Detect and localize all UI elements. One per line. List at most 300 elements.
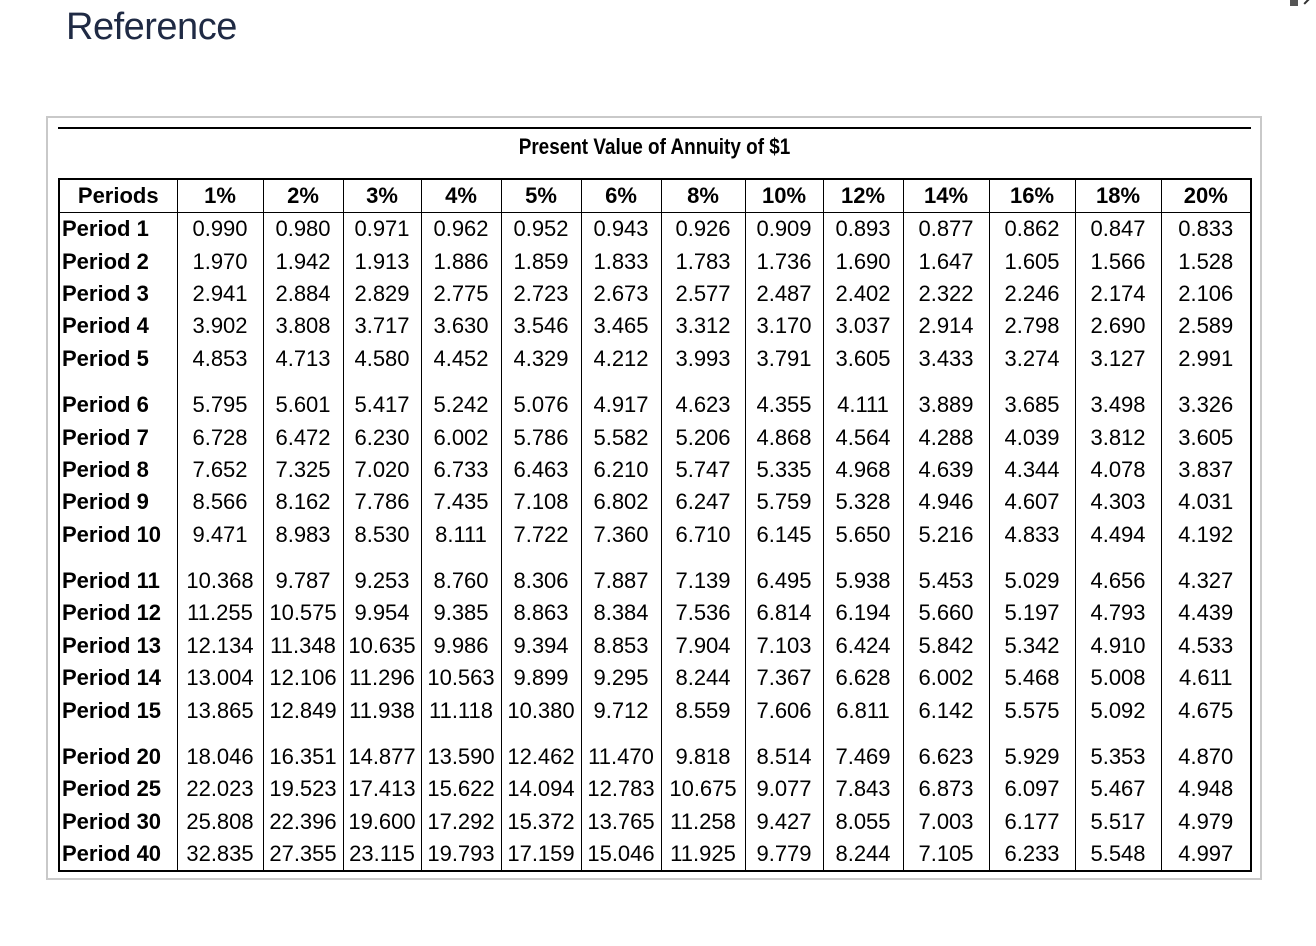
factor-cell: 2.884 bbox=[263, 278, 343, 310]
factor-cell: 6.623 bbox=[903, 741, 989, 773]
period-label: Period 40 bbox=[59, 838, 177, 871]
factor-cell: 5.650 bbox=[823, 519, 903, 551]
factor-cell: 22.023 bbox=[177, 773, 263, 805]
factor-cell: 17.292 bbox=[421, 806, 501, 838]
period-label: Period 25 bbox=[59, 773, 177, 805]
factor-cell: 4.946 bbox=[903, 486, 989, 518]
factor-cell: 3.312 bbox=[661, 310, 745, 342]
period-label: Period 4 bbox=[59, 310, 177, 342]
factor-cell: 6.811 bbox=[823, 694, 903, 726]
factor-cell: 7.360 bbox=[581, 519, 661, 551]
table-row bbox=[59, 741, 1251, 773]
factor-cell: 5.929 bbox=[989, 741, 1075, 773]
column-header-rate: 6% bbox=[581, 179, 661, 213]
spacer-cell bbox=[177, 727, 263, 741]
factor-cell: 0.971 bbox=[343, 213, 421, 246]
factor-cell: 5.335 bbox=[745, 454, 823, 486]
factor-cell: 3.037 bbox=[823, 310, 903, 342]
factor-cell: 19.793 bbox=[421, 838, 501, 871]
spacer-cell bbox=[745, 727, 823, 741]
factor-cell: 4.078 bbox=[1075, 454, 1161, 486]
period-label: Period 12 bbox=[59, 597, 177, 629]
factor-cell: 4.868 bbox=[745, 421, 823, 453]
factor-cell: 1.690 bbox=[823, 245, 903, 277]
close-icon[interactable] bbox=[1290, 0, 1316, 14]
spacer-cell bbox=[903, 551, 989, 565]
spacer-cell bbox=[59, 551, 177, 565]
spacer-cell bbox=[343, 375, 421, 389]
factor-cell: 7.367 bbox=[745, 662, 823, 694]
factor-cell: 1.605 bbox=[989, 245, 1075, 277]
factor-cell: 5.786 bbox=[501, 421, 581, 453]
factor-cell: 11.938 bbox=[343, 694, 421, 726]
spacer-cell bbox=[421, 375, 501, 389]
factor-cell: 0.862 bbox=[989, 213, 1075, 246]
factor-cell: 10.635 bbox=[343, 630, 421, 662]
factor-cell: 5.206 bbox=[661, 421, 745, 453]
factor-cell: 2.322 bbox=[903, 278, 989, 310]
factor-cell: 6.233 bbox=[989, 838, 1075, 871]
factor-cell: 4.039 bbox=[989, 421, 1075, 453]
factor-cell: 4.853 bbox=[177, 343, 263, 375]
factor-cell: 2.723 bbox=[501, 278, 581, 310]
factor-cell: 0.943 bbox=[581, 213, 661, 246]
factor-cell: 7.606 bbox=[745, 694, 823, 726]
period-label: Period 14 bbox=[59, 662, 177, 694]
table-row bbox=[59, 421, 1251, 453]
factor-cell: 1.886 bbox=[421, 245, 501, 277]
factor-cell: 4.917 bbox=[581, 389, 661, 421]
factor-cell: 27.355 bbox=[263, 838, 343, 871]
spacer-cell bbox=[501, 551, 581, 565]
spacer-cell bbox=[421, 551, 501, 565]
factor-cell: 4.533 bbox=[1161, 630, 1251, 662]
factor-cell: 15.046 bbox=[581, 838, 661, 871]
factor-cell: 4.607 bbox=[989, 486, 1075, 518]
period-label: Period 2 bbox=[59, 245, 177, 277]
factor-cell: 1.736 bbox=[745, 245, 823, 277]
table-row bbox=[59, 597, 1251, 629]
factor-cell: 8.853 bbox=[581, 630, 661, 662]
factor-cell: 4.192 bbox=[1161, 519, 1251, 551]
factor-cell: 7.139 bbox=[661, 565, 745, 597]
factor-cell: 19.523 bbox=[263, 773, 343, 805]
factor-cell: 2.991 bbox=[1161, 343, 1251, 375]
close-icon-bar bbox=[1290, 0, 1298, 6]
factor-cell: 8.306 bbox=[501, 565, 581, 597]
factor-cell: 4.212 bbox=[581, 343, 661, 375]
factor-cell: 3.630 bbox=[421, 310, 501, 342]
spacer-cell bbox=[581, 727, 661, 741]
factor-cell: 6.802 bbox=[581, 486, 661, 518]
factor-cell: 19.600 bbox=[343, 806, 421, 838]
factor-cell: 9.295 bbox=[581, 662, 661, 694]
column-header-periods: Periods bbox=[59, 179, 177, 213]
spacer-cell bbox=[263, 551, 343, 565]
spacer-cell bbox=[661, 551, 745, 565]
factor-cell: 6.628 bbox=[823, 662, 903, 694]
factor-cell: 9.077 bbox=[745, 773, 823, 805]
factor-cell: 3.993 bbox=[661, 343, 745, 375]
factor-cell: 0.980 bbox=[263, 213, 343, 246]
factor-cell: 12.849 bbox=[263, 694, 343, 726]
factor-cell: 4.623 bbox=[661, 389, 745, 421]
factor-cell: 8.384 bbox=[581, 597, 661, 629]
factor-cell: 2.246 bbox=[989, 278, 1075, 310]
spacer-cell bbox=[1075, 375, 1161, 389]
spacer-cell bbox=[177, 375, 263, 389]
factor-cell: 1.566 bbox=[1075, 245, 1161, 277]
spacer-cell bbox=[903, 375, 989, 389]
column-header-rate: 4% bbox=[421, 179, 501, 213]
factor-cell: 2.577 bbox=[661, 278, 745, 310]
period-label: Period 20 bbox=[59, 741, 177, 773]
factor-cell: 7.003 bbox=[903, 806, 989, 838]
spacer-cell bbox=[263, 727, 343, 741]
factor-cell: 9.385 bbox=[421, 597, 501, 629]
factor-cell: 4.979 bbox=[1161, 806, 1251, 838]
factor-cell: 2.589 bbox=[1161, 310, 1251, 342]
factor-cell: 8.162 bbox=[263, 486, 343, 518]
factor-cell: 10.563 bbox=[421, 662, 501, 694]
factor-cell: 3.605 bbox=[823, 343, 903, 375]
factor-cell: 3.465 bbox=[581, 310, 661, 342]
factor-cell: 3.127 bbox=[1075, 343, 1161, 375]
factor-cell: 9.818 bbox=[661, 741, 745, 773]
factor-cell: 13.590 bbox=[421, 741, 501, 773]
period-label: Period 7 bbox=[59, 421, 177, 453]
factor-cell: 5.008 bbox=[1075, 662, 1161, 694]
factor-cell: 11.118 bbox=[421, 694, 501, 726]
factor-cell: 5.938 bbox=[823, 565, 903, 597]
factor-cell: 6.463 bbox=[501, 454, 581, 486]
factor-cell: 9.787 bbox=[263, 565, 343, 597]
factor-cell: 2.487 bbox=[745, 278, 823, 310]
factor-cell: 4.833 bbox=[989, 519, 1075, 551]
factor-cell: 8.244 bbox=[661, 662, 745, 694]
factor-cell: 4.656 bbox=[1075, 565, 1161, 597]
column-header-rate: 12% bbox=[823, 179, 903, 213]
factor-cell: 2.174 bbox=[1075, 278, 1161, 310]
factor-cell: 14.094 bbox=[501, 773, 581, 805]
factor-cell: 11.255 bbox=[177, 597, 263, 629]
factor-cell: 6.145 bbox=[745, 519, 823, 551]
group-spacer bbox=[59, 551, 1251, 565]
factor-cell: 5.342 bbox=[989, 630, 1075, 662]
spacer-cell bbox=[989, 375, 1075, 389]
factor-cell: 4.580 bbox=[343, 343, 421, 375]
factor-cell: 7.105 bbox=[903, 838, 989, 871]
factor-cell: 7.904 bbox=[661, 630, 745, 662]
factor-cell: 4.439 bbox=[1161, 597, 1251, 629]
table-row bbox=[59, 519, 1251, 551]
factor-cell: 9.427 bbox=[745, 806, 823, 838]
factor-cell: 6.873 bbox=[903, 773, 989, 805]
spacer-cell bbox=[581, 551, 661, 565]
page-title: Reference bbox=[66, 6, 237, 48]
period-label: Period 11 bbox=[59, 565, 177, 597]
factor-cell: 6.230 bbox=[343, 421, 421, 453]
spacer-cell bbox=[501, 375, 581, 389]
spacer-cell bbox=[501, 727, 581, 741]
spacer-cell bbox=[823, 727, 903, 741]
column-header-rate: 3% bbox=[343, 179, 421, 213]
table-top-rule bbox=[58, 127, 1251, 129]
factor-cell: 9.253 bbox=[343, 565, 421, 597]
factor-cell: 4.639 bbox=[903, 454, 989, 486]
factor-cell: 2.402 bbox=[823, 278, 903, 310]
spacer-cell bbox=[177, 551, 263, 565]
factor-cell: 3.685 bbox=[989, 389, 1075, 421]
table-row bbox=[59, 389, 1251, 421]
table-row bbox=[59, 278, 1251, 310]
factor-cell: 5.029 bbox=[989, 565, 1075, 597]
factor-cell: 32.835 bbox=[177, 838, 263, 871]
group-spacer bbox=[59, 727, 1251, 741]
period-label: Period 6 bbox=[59, 389, 177, 421]
factor-cell: 6.710 bbox=[661, 519, 745, 551]
factor-cell: 7.435 bbox=[421, 486, 501, 518]
spacer-cell bbox=[1161, 551, 1251, 565]
factor-cell: 12.134 bbox=[177, 630, 263, 662]
factor-cell: 5.197 bbox=[989, 597, 1075, 629]
factor-cell: 5.417 bbox=[343, 389, 421, 421]
factor-cell: 6.728 bbox=[177, 421, 263, 453]
factor-cell: 5.328 bbox=[823, 486, 903, 518]
factor-cell: 0.909 bbox=[745, 213, 823, 246]
spacer-cell bbox=[989, 727, 1075, 741]
factor-cell: 7.887 bbox=[581, 565, 661, 597]
factor-cell: 8.514 bbox=[745, 741, 823, 773]
table-row bbox=[59, 838, 1251, 871]
factor-cell: 3.889 bbox=[903, 389, 989, 421]
column-header-rate: 5% bbox=[501, 179, 581, 213]
factor-cell: 0.833 bbox=[1161, 213, 1251, 246]
period-label: Period 5 bbox=[59, 343, 177, 375]
factor-cell: 4.948 bbox=[1161, 773, 1251, 805]
factor-cell: 9.899 bbox=[501, 662, 581, 694]
factor-cell: 9.779 bbox=[745, 838, 823, 871]
spacer-cell bbox=[745, 375, 823, 389]
period-label: Period 13 bbox=[59, 630, 177, 662]
factor-cell: 7.103 bbox=[745, 630, 823, 662]
factor-cell: 4.344 bbox=[989, 454, 1075, 486]
factor-cell: 8.760 bbox=[421, 565, 501, 597]
factor-cell: 2.673 bbox=[581, 278, 661, 310]
factor-cell: 6.210 bbox=[581, 454, 661, 486]
factor-cell: 0.962 bbox=[421, 213, 501, 246]
factor-cell: 13.004 bbox=[177, 662, 263, 694]
factor-cell: 8.111 bbox=[421, 519, 501, 551]
factor-cell: 3.546 bbox=[501, 310, 581, 342]
factor-cell: 8.863 bbox=[501, 597, 581, 629]
spacer-cell bbox=[661, 375, 745, 389]
factor-cell: 1.528 bbox=[1161, 245, 1251, 277]
column-header-rate: 2% bbox=[263, 179, 343, 213]
column-header-rate: 18% bbox=[1075, 179, 1161, 213]
period-label: Period 9 bbox=[59, 486, 177, 518]
factor-cell: 9.394 bbox=[501, 630, 581, 662]
column-header-rate: 8% bbox=[661, 179, 745, 213]
factor-cell: 4.355 bbox=[745, 389, 823, 421]
column-header-rate: 1% bbox=[177, 179, 263, 213]
factor-cell: 6.142 bbox=[903, 694, 989, 726]
factor-cell: 4.327 bbox=[1161, 565, 1251, 597]
factor-cell: 11.348 bbox=[263, 630, 343, 662]
factor-cell: 2.914 bbox=[903, 310, 989, 342]
factor-cell: 3.498 bbox=[1075, 389, 1161, 421]
factor-cell: 4.031 bbox=[1161, 486, 1251, 518]
factor-cell: 11.925 bbox=[661, 838, 745, 871]
factor-cell: 5.467 bbox=[1075, 773, 1161, 805]
factor-cell: 6.002 bbox=[903, 662, 989, 694]
period-label: Period 8 bbox=[59, 454, 177, 486]
factor-cell: 5.092 bbox=[1075, 694, 1161, 726]
factor-cell: 3.902 bbox=[177, 310, 263, 342]
table-row bbox=[59, 245, 1251, 277]
factor-cell: 1.783 bbox=[661, 245, 745, 277]
factor-cell: 5.076 bbox=[501, 389, 581, 421]
factor-cell: 4.713 bbox=[263, 343, 343, 375]
factor-cell: 0.926 bbox=[661, 213, 745, 246]
factor-cell: 8.244 bbox=[823, 838, 903, 871]
factor-cell: 4.452 bbox=[421, 343, 501, 375]
factor-cell: 7.325 bbox=[263, 454, 343, 486]
spacer-cell bbox=[343, 727, 421, 741]
factor-cell: 3.326 bbox=[1161, 389, 1251, 421]
factor-cell: 5.216 bbox=[903, 519, 989, 551]
factor-cell: 4.611 bbox=[1161, 662, 1251, 694]
factor-cell: 8.559 bbox=[661, 694, 745, 726]
factor-cell: 2.829 bbox=[343, 278, 421, 310]
spacer-cell bbox=[989, 551, 1075, 565]
factor-cell: 1.647 bbox=[903, 245, 989, 277]
factor-cell: 6.424 bbox=[823, 630, 903, 662]
factor-cell: 1.942 bbox=[263, 245, 343, 277]
factor-cell: 3.717 bbox=[343, 310, 421, 342]
factor-cell: 7.536 bbox=[661, 597, 745, 629]
factor-cell: 0.952 bbox=[501, 213, 581, 246]
spacer-cell bbox=[1161, 727, 1251, 741]
factor-cell: 5.582 bbox=[581, 421, 661, 453]
close-icon-stroke bbox=[1303, 0, 1315, 4]
factor-cell: 3.433 bbox=[903, 343, 989, 375]
factor-cell: 8.055 bbox=[823, 806, 903, 838]
factor-cell: 17.413 bbox=[343, 773, 421, 805]
factor-cell: 10.675 bbox=[661, 773, 745, 805]
factor-cell: 1.859 bbox=[501, 245, 581, 277]
factor-cell: 2.798 bbox=[989, 310, 1075, 342]
factor-cell: 4.494 bbox=[1075, 519, 1161, 551]
factor-cell: 15.372 bbox=[501, 806, 581, 838]
factor-cell: 4.870 bbox=[1161, 741, 1251, 773]
factor-cell: 6.472 bbox=[263, 421, 343, 453]
period-label: Period 3 bbox=[59, 278, 177, 310]
factor-cell: 4.329 bbox=[501, 343, 581, 375]
factor-cell: 4.793 bbox=[1075, 597, 1161, 629]
spacer-cell bbox=[581, 375, 661, 389]
factor-cell: 0.847 bbox=[1075, 213, 1161, 246]
spacer-cell bbox=[823, 375, 903, 389]
factor-cell: 1.833 bbox=[581, 245, 661, 277]
factor-cell: 2.775 bbox=[421, 278, 501, 310]
factor-cell: 15.622 bbox=[421, 773, 501, 805]
factor-cell: 10.368 bbox=[177, 565, 263, 597]
spacer-cell bbox=[1075, 727, 1161, 741]
factor-cell: 2.690 bbox=[1075, 310, 1161, 342]
table-body bbox=[59, 213, 1251, 872]
factor-cell: 5.242 bbox=[421, 389, 501, 421]
factor-cell: 4.303 bbox=[1075, 486, 1161, 518]
spacer-cell bbox=[263, 375, 343, 389]
column-header-rate: 14% bbox=[903, 179, 989, 213]
factor-cell: 5.468 bbox=[989, 662, 1075, 694]
factor-cell: 6.194 bbox=[823, 597, 903, 629]
present-value-table bbox=[58, 178, 1252, 872]
factor-cell: 5.747 bbox=[661, 454, 745, 486]
column-header-rate: 20% bbox=[1161, 179, 1251, 213]
factor-cell: 4.564 bbox=[823, 421, 903, 453]
factor-cell: 6.097 bbox=[989, 773, 1075, 805]
factor-cell: 13.765 bbox=[581, 806, 661, 838]
factor-cell: 8.530 bbox=[343, 519, 421, 551]
table-row bbox=[59, 630, 1251, 662]
factor-cell: 3.837 bbox=[1161, 454, 1251, 486]
factor-cell: 0.990 bbox=[177, 213, 263, 246]
spacer-cell bbox=[1075, 551, 1161, 565]
factor-cell: 2.941 bbox=[177, 278, 263, 310]
column-header-rate: 16% bbox=[989, 179, 1075, 213]
factor-cell: 9.712 bbox=[581, 694, 661, 726]
factor-cell: 5.759 bbox=[745, 486, 823, 518]
group-spacer bbox=[59, 375, 1251, 389]
factor-cell: 4.997 bbox=[1161, 838, 1251, 871]
factor-cell: 23.115 bbox=[343, 838, 421, 871]
table-row bbox=[59, 694, 1251, 726]
factor-cell: 3.274 bbox=[989, 343, 1075, 375]
table-row bbox=[59, 213, 1251, 246]
spacer-cell bbox=[1161, 375, 1251, 389]
factor-cell: 17.159 bbox=[501, 838, 581, 871]
factor-cell: 5.548 bbox=[1075, 838, 1161, 871]
factor-cell: 1.970 bbox=[177, 245, 263, 277]
factor-cell: 7.108 bbox=[501, 486, 581, 518]
period-label: Period 1 bbox=[59, 213, 177, 246]
factor-cell: 6.733 bbox=[421, 454, 501, 486]
table-row bbox=[59, 486, 1251, 518]
factor-cell: 1.913 bbox=[343, 245, 421, 277]
factor-cell: 12.783 bbox=[581, 773, 661, 805]
period-label: Period 30 bbox=[59, 806, 177, 838]
table-row bbox=[59, 773, 1251, 805]
spacer-cell bbox=[59, 727, 177, 741]
factor-cell: 6.495 bbox=[745, 565, 823, 597]
factor-cell: 25.808 bbox=[177, 806, 263, 838]
table-row bbox=[59, 662, 1251, 694]
factor-cell: 8.566 bbox=[177, 486, 263, 518]
factor-cell: 8.983 bbox=[263, 519, 343, 551]
factor-cell: 13.865 bbox=[177, 694, 263, 726]
factor-cell: 4.910 bbox=[1075, 630, 1161, 662]
factor-cell: 7.469 bbox=[823, 741, 903, 773]
factor-cell: 12.462 bbox=[501, 741, 581, 773]
factor-cell: 7.652 bbox=[177, 454, 263, 486]
factor-cell: 10.380 bbox=[501, 694, 581, 726]
period-label: Period 15 bbox=[59, 694, 177, 726]
factor-cell: 3.812 bbox=[1075, 421, 1161, 453]
factor-cell: 11.470 bbox=[581, 741, 661, 773]
spacer-cell bbox=[661, 727, 745, 741]
